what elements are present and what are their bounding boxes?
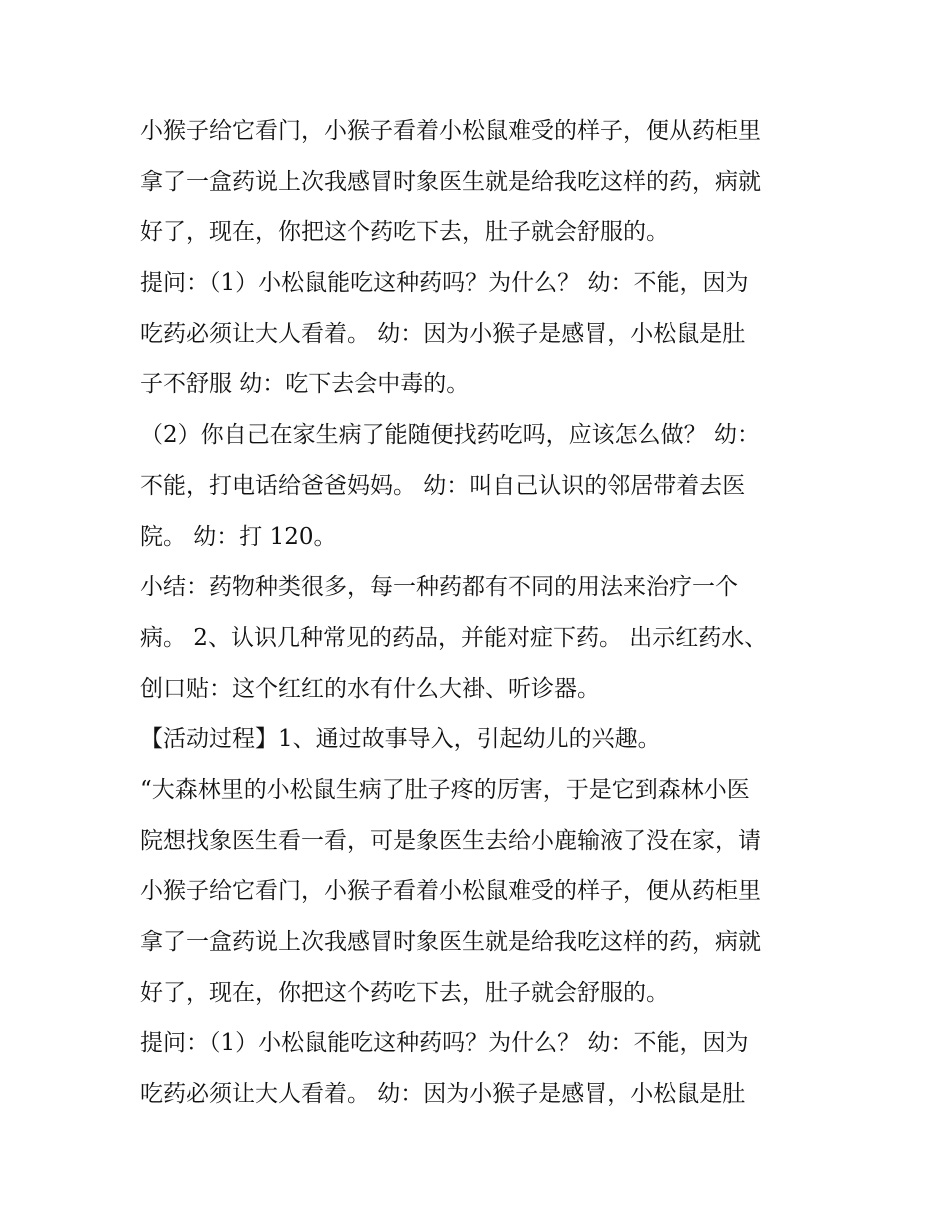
text-line: 吃药必须让大人看着。 幼：因为小猴子是感冒，小松鼠是肚 — [140, 1081, 746, 1108]
text-line: “大森林里的小松鼠生病了肚子疼的厉害，于是它到森林小医 — [140, 776, 750, 803]
text-line: 小猴子给它看门，小猴子看着小松鼠难受的样子，便从药柜里 — [140, 878, 761, 905]
text-line: 病。 2、认识几种常见的药品，并能对症下药。 出示红药水、 — [140, 624, 768, 651]
text-line: 好了，现在，你把这个药吃下去，肚子就会舒服的。 — [140, 219, 669, 246]
document-body — [140, 106, 820, 1120]
text-line: 拿了一盒药说上次我感冒时象医生就是给我吃这样的药，病就 — [140, 168, 761, 195]
text-line: 小结：药物种类很多，每一种药都有不同的用法来治疗一个 — [140, 574, 738, 601]
text-line: 拿了一盒药说上次我感冒时象医生就是给我吃这样的药，病就 — [140, 929, 761, 955]
text-line: 小猴子给它看门，小猴子看着小松鼠难受的样子，便从药柜里 — [140, 118, 761, 144]
text-line: 好了，现在，你把这个药吃下去，肚子就会舒服的。 — [140, 979, 669, 1006]
text-line: 院。 幼：打 120。 — [140, 523, 337, 550]
text-line: 提问：（1）小松鼠能吃这种药吗？为什么？ 幼：不能，因为 — [140, 270, 749, 297]
text-line: 院想找象医生看一看，可是象医生去给小鹿输液了没在家，请 — [140, 827, 761, 854]
text-line: 提问：（1）小松鼠能吃这种药吗？为什么？ 幼：不能，因为 — [140, 1030, 749, 1057]
text-line: 子不舒服 幼：吃下去会中毒的。 — [140, 371, 470, 398]
text-line: 【活动过程】1、通过故事导入，引起幼儿的兴趣。 — [140, 726, 661, 753]
text-line: （2）你自己在家生病了能随便找药吃吗，应该怎么做？ 幼： — [140, 422, 760, 449]
text-line: 不能，打电话给爸爸妈妈。 幼：叫自己认识的邻居带着去医 — [140, 472, 746, 499]
text-line: 吃药必须让大人看着。 幼：因为小猴子是感冒，小松鼠是肚 — [140, 320, 746, 347]
text-line: 创口贴：这个红红的水有什么大褂、听诊器。 — [140, 675, 600, 702]
